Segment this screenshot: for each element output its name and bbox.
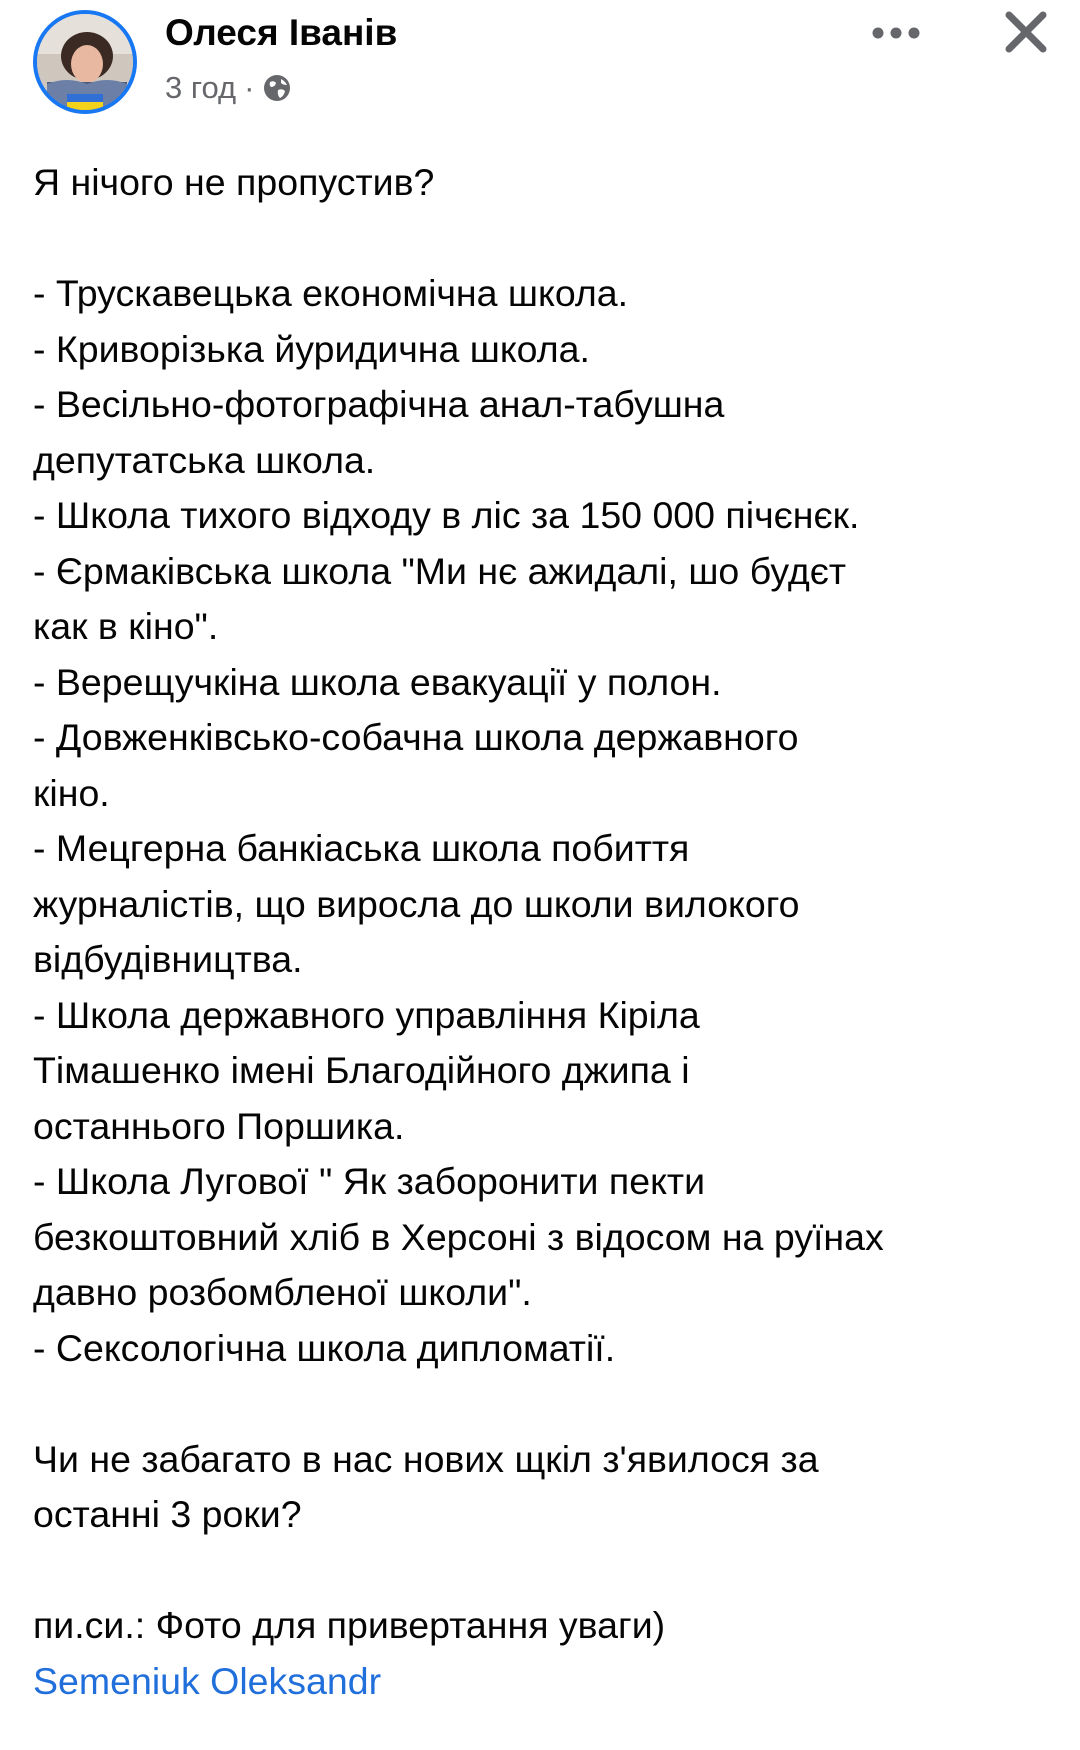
post-line: - Верещучкіна школа евакуації у полон. bbox=[33, 660, 722, 703]
post-header bbox=[0, 0, 1080, 130]
post-line: - Трускавецька економічна школа. bbox=[33, 272, 629, 314]
post-line: депутатська школа. bbox=[33, 438, 376, 481]
post-line: - Довженківсько-собачна школа державного bbox=[33, 716, 799, 758]
post-ps: пи.си.: Фото для привертання уваги) bbox=[33, 1604, 666, 1646]
post-line: - Єрмаківська школа "Ми нє ажидалі, шо будєт bbox=[33, 549, 847, 592]
post-line: - Мецгерна банкіаська школа побиття bbox=[33, 827, 690, 869]
post-line: давно розбомбленої школи". bbox=[33, 1271, 532, 1313]
post-line: - Школа тихого відходу в ліс за 150 000 пічєнєк. bbox=[33, 494, 860, 536]
post-line: - Весільно-фотографічна анал-табушна bbox=[33, 383, 725, 425]
post-line: останнього Поршика. bbox=[33, 1104, 405, 1147]
post-meta bbox=[165, 70, 292, 106]
post-body bbox=[33, 155, 1053, 1709]
mention-link[interactable]: Semeniuk Oleksandr bbox=[33, 1659, 382, 1702]
author-avatar[interactable] bbox=[33, 10, 137, 114]
paragraph-spacer bbox=[33, 1543, 1053, 1599]
post-line: - Школа державного управління Кіріла bbox=[33, 993, 700, 1036]
paragraph-spacer bbox=[33, 1376, 1053, 1432]
close-icon[interactable] bbox=[1000, 6, 1052, 58]
paragraph-spacer bbox=[33, 211, 1053, 267]
post-question-line: останні 3 роки? bbox=[33, 1493, 302, 1535]
post-line: відбудівництва. bbox=[33, 938, 303, 980]
post-line: - Школа Лугової " Як заборонити пекти bbox=[33, 1160, 706, 1202]
post-timestamp[interactable]: 3 год bbox=[165, 70, 237, 105]
post-line: - Сексологічна школа дипломатії. bbox=[33, 1326, 616, 1369]
globe-icon[interactable] bbox=[262, 73, 292, 103]
more-options-icon[interactable] bbox=[868, 16, 924, 50]
post-intro: Я нічого не пропустив? bbox=[33, 161, 435, 203]
post-line: безкоштовний хліб в Херсоні з відосом на руїнах bbox=[33, 1215, 884, 1258]
author-name[interactable]: Олеся Іванів bbox=[165, 12, 398, 53]
post-line: - Криворізька йуридична школа. bbox=[33, 327, 590, 370]
post-line: как в кіно". bbox=[33, 605, 219, 647]
post-question-line: Чи не забагато в нас нових щкіл з'явилося за bbox=[33, 1437, 819, 1480]
post-line: кіно. bbox=[33, 771, 110, 814]
post-line: журналістів, що виросла до школи вилокого bbox=[33, 882, 800, 925]
meta-separator: · bbox=[244, 70, 255, 105]
post-line: Тімашенко імені Благодійного джипа і bbox=[33, 1049, 690, 1091]
